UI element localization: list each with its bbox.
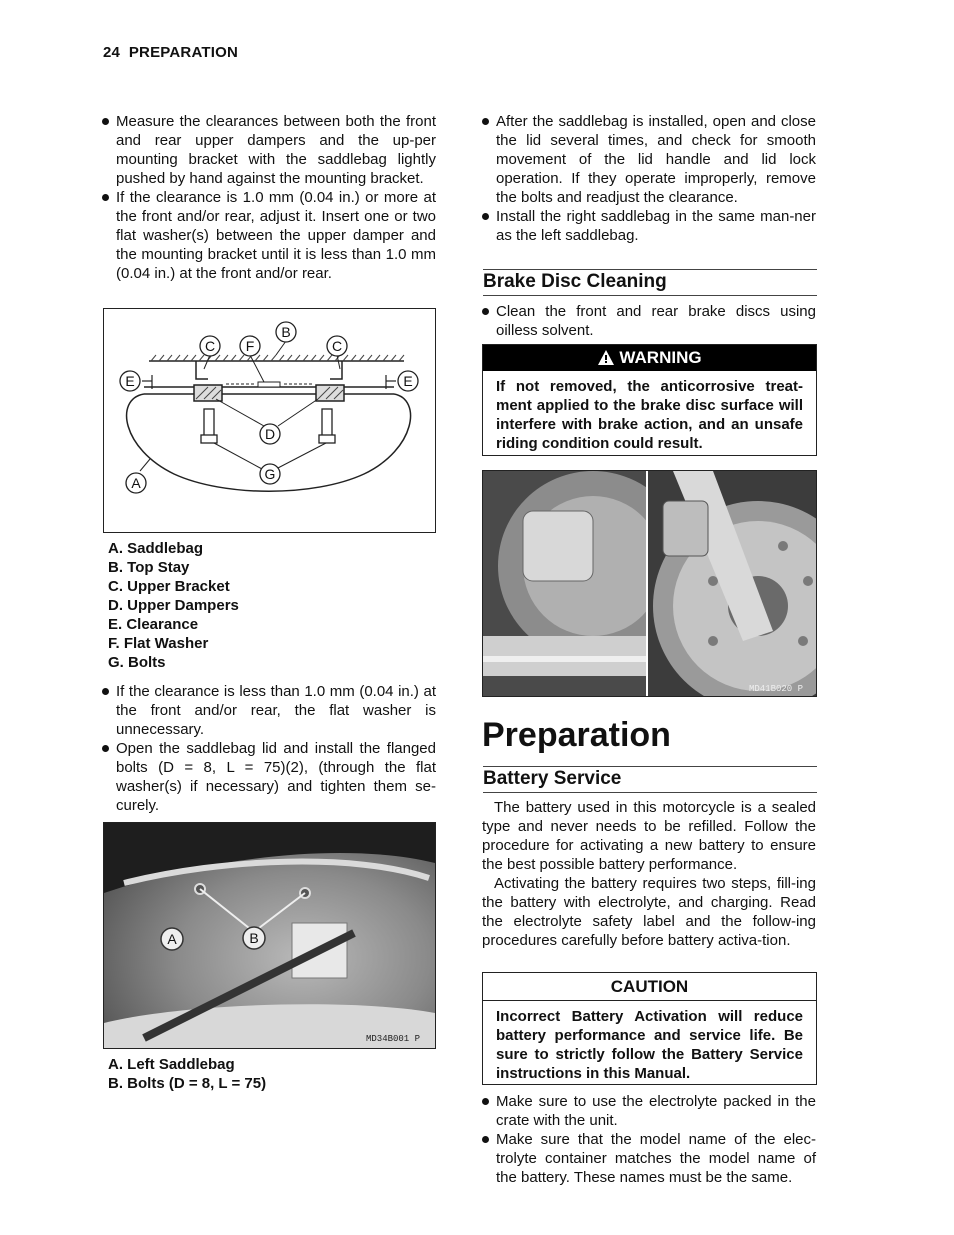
page-header: [103, 44, 238, 61]
battery-paragraphs: [482, 798, 816, 950]
paragraph: The battery used in this motorcycle is a sealed type and never needs to be refilled. Follow the procedure for activating a new battery to ensure the best possible battery performance.: [482, 799, 816, 873]
warning-triangle-icon: [597, 348, 615, 374]
brake-disc-photo: [482, 470, 817, 697]
list-item: If the clearance is less than 1.0 mm (0.04 in.) at the front and/or rear, the flat washer is unnecessary.: [102, 682, 436, 739]
left-bullets-mid: [102, 682, 436, 815]
right-bullets-top: [482, 112, 816, 245]
legend-item: E. Clearance: [108, 616, 199, 633]
photo-legend: [108, 1055, 266, 1093]
bullet-icon: [102, 118, 109, 125]
legend-item: B. Bolts (D = 8, L = 75): [108, 1075, 267, 1092]
photo2-code: MD41B020 P: [749, 684, 804, 694]
section-name: PREPARATION: [128, 44, 238, 61]
label-c-left: C: [204, 338, 216, 354]
label-a: A: [131, 475, 141, 491]
bullet-icon: [102, 745, 109, 752]
list-item: Install the right saddlebag in the same man-ner as the left saddlebag.: [482, 207, 816, 245]
label-d: D: [264, 426, 276, 442]
diagram-legend: [108, 539, 239, 672]
section-title-brake-disc: Brake Disc Cleaning: [483, 269, 817, 296]
legend-item: A. Saddlebag: [108, 540, 204, 557]
legend-item: F. Flat Washer: [108, 635, 209, 652]
list-item: Measure the clearances between both the front and rear upper dampers and the up-per mounting bracket with the saddlebag lightly pushed by hand against the mounting bracket.: [102, 112, 436, 188]
photo1-label-b: B: [249, 930, 259, 946]
caution-text: Incorrect Battery Activation will reduce battery performance and service life. Be sure to strictly follow the Battery Service instructions in this Manual.: [496, 1008, 803, 1082]
legend-item: B. Top Stay: [108, 559, 190, 576]
label-f: F: [245, 338, 255, 354]
bullet-icon: [482, 308, 489, 315]
warning-text: If not removed, the anticorrosive treat-ment applied to the brake disc surface will interfere with brake action, and an unsafe riding condition could result.: [496, 378, 803, 452]
list-item: If the clearance is 1.0 mm (0.04 in.) or more at the front and/or rear, adjust it. Insert one or two flat washer(s) between the upper damper and the mounting bracket until it is less than 1.0 mm (0.04 in.) at the front and/or rear.: [102, 188, 436, 283]
diagram-drawing: [104, 309, 435, 532]
list-item: After the saddlebag is installed, open and close the lid several times, and check for smooth movement of the lid handle and lid lock operation. If they operate improperly, remove the bolts and readjust the clearance.: [482, 112, 816, 207]
legend-item: A. Left Saddlebag: [108, 1056, 235, 1073]
bullet-icon: [102, 194, 109, 201]
page-number: 24: [103, 44, 121, 61]
bullet-icon: [482, 213, 489, 220]
label-e-right: E: [403, 373, 413, 389]
legend-item: G. Bolts: [108, 654, 166, 671]
caution-box: [482, 972, 817, 1085]
legend-item: C. Upper Bracket: [108, 578, 230, 595]
chapter-title: Preparation: [482, 716, 671, 754]
saddlebag-clearance-diagram: [103, 308, 436, 533]
bullet-icon: [102, 688, 109, 695]
list-item: Make sure to use the electrolyte packed in the crate with the unit.: [482, 1092, 816, 1130]
bullet-icon: [482, 1098, 489, 1105]
saddlebag-interior-photo: [103, 822, 436, 1049]
right-bullets-bottom: [482, 1092, 816, 1187]
bullet-icon: [482, 1136, 489, 1143]
list-item: Make sure that the model name of the elec-trolyte container matches the model name of the battery. These names must be the same.: [482, 1130, 816, 1187]
label-b: B: [281, 324, 291, 340]
paragraph: Activating the battery requires two steps, fill-ing the battery with electrolyte, and charging. Read the electrolyte safety label and the follow-ing procedures carefully before battery activa-tion.: [482, 875, 816, 949]
label-c-right: C: [331, 338, 343, 354]
list-item: Open the saddlebag lid and install the flanged bolts (D = 8, L = 75)(2), (through the flat washer(s) if necessary) and tighten them se-curely.: [102, 739, 436, 815]
caution-title: CAUTION: [483, 973, 816, 1001]
photo1-code: MD34B001 P: [366, 1034, 421, 1044]
bullet-icon: [482, 118, 489, 125]
warning-box: [482, 344, 817, 456]
section-title-battery-service: Battery Service: [483, 766, 817, 793]
label-g: G: [264, 466, 276, 482]
list-item: Clean the front and rear brake discs using oilless solvent.: [482, 302, 816, 340]
legend-item: D. Upper Dampers: [108, 597, 239, 614]
left-bullets-top: [102, 112, 436, 283]
warning-title: WARNING: [619, 348, 702, 367]
photo1-label-a: A: [167, 931, 177, 947]
label-e-left: E: [125, 373, 135, 389]
brake-disc-bullets: [482, 302, 816, 340]
warning-header: [483, 345, 816, 371]
